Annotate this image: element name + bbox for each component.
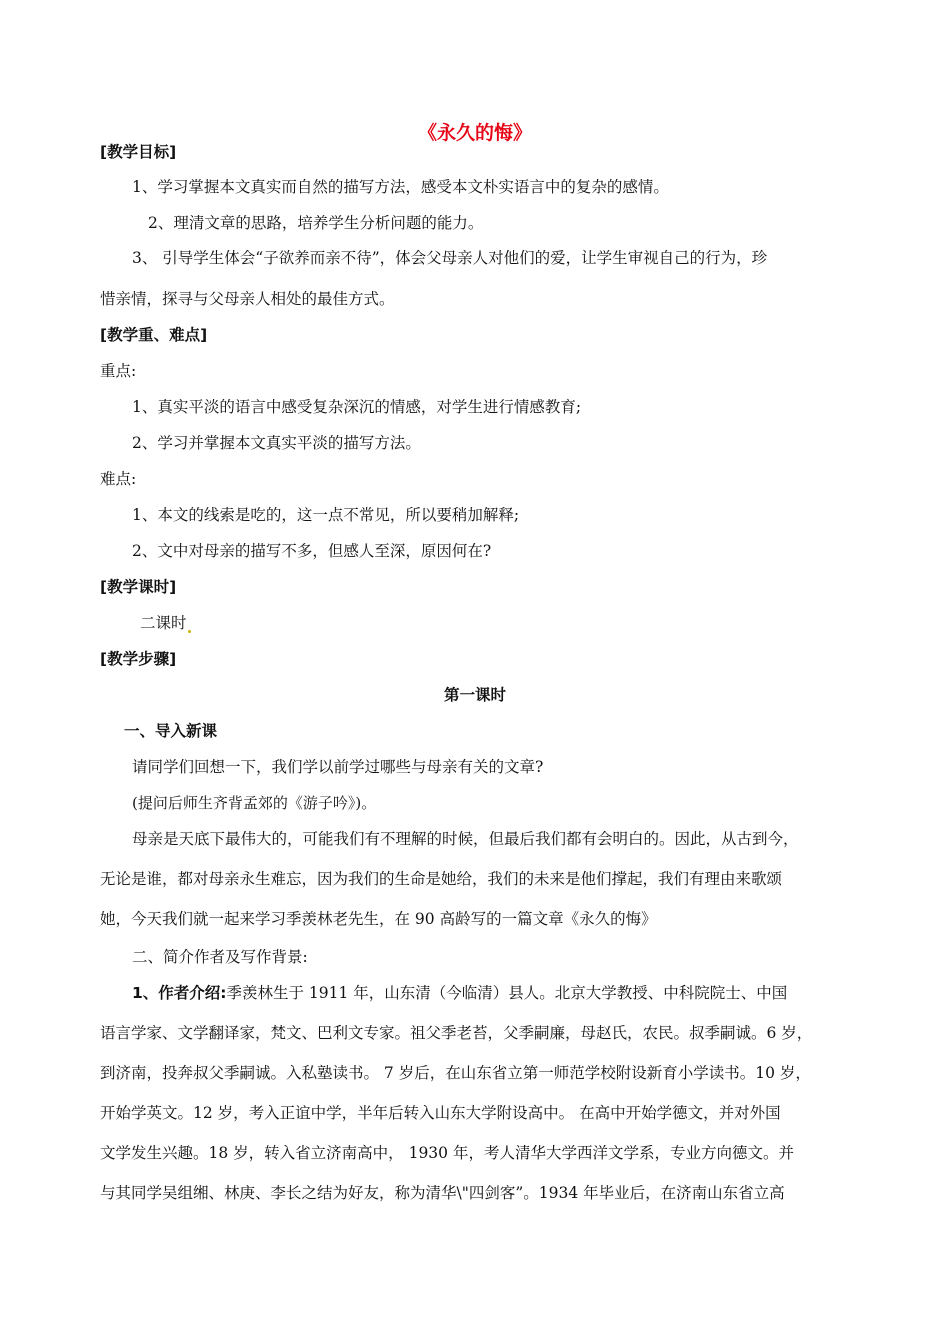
section-heading-hours: [教学课时] xyxy=(100,578,177,596)
lesson-1-heading: 第一课时 xyxy=(443,686,506,704)
intro-question: 请同学们回想一下，我们学以前学过哪些与母亲有关的文章? xyxy=(132,758,544,776)
intro-paragraph-line-2: 无论是谁，都对母亲永生难忘，因为我们的生命是她给，我们的未来是他们撑起，我们有理由来歌颂 xyxy=(100,870,783,888)
intro-paragraph-line-3: 她，今天我们就一起来学习季羡林老先生，在 90 高龄写的一篇文章《永久的悔》 xyxy=(100,910,657,928)
author-paragraph-line-6: 与其同学吴组缃、林庚、李长之结为好友，称为清华\"四剑客”。1934 年毕业后，在济南山东省立高 xyxy=(100,1184,785,1202)
hours-text: 二课时 xyxy=(140,613,191,633)
section-heading-keypoints: [教学重、难点] xyxy=(100,326,208,344)
goal-3-line-2: 惜亲情，探寻与父母亲人相处的最佳方式。 xyxy=(100,290,395,308)
author-paragraph-line-1: 1、作者介绍:季羡林生于 1911 年，山东清（今临清）县人。北京大学教授、中科院院士、中国 xyxy=(132,984,788,1002)
section-heading-goals: [教学目标] xyxy=(100,143,177,161)
difficult-label: 难点: xyxy=(100,470,137,488)
author-section-heading: 二、简介作者及写作背景: xyxy=(132,948,308,966)
author-paragraph-line-2: 语言学家、文学翻译家，梵文、巴利文专家。祖父季老苔，父季嗣廉，母赵氏，农民。叔季嗣诚。6 岁， xyxy=(100,1024,813,1042)
difficult-point-2: 2、文中对母亲的描写不多，但感人至深，原因何在? xyxy=(132,542,492,560)
author-paragraph-line-3: 到济南，投奔叔父季嗣诚。入私塾读书。 7 岁后，在山东省立第一师范学校附设新育小学读书。10 岁， xyxy=(100,1064,811,1082)
difficult-point-1: 1、本文的线索是吃的，这一点不常见，所以要稍加解释; xyxy=(132,506,520,524)
intro-note: (提问后师生齐背孟郊的《游子吟》)。 xyxy=(132,794,377,812)
key-point-1: 1、真实平淡的语言中感受复杂深沉的情感，对学生进行情感教育; xyxy=(132,398,582,416)
author-label: 1、作者介绍: xyxy=(132,984,227,1002)
goal-1: 1、学习掌握本文真实而自然的描写方法，感受本文朴实语言中的复杂的感情。 xyxy=(132,178,669,196)
goal-2: 2、理清文章的思路，培养学生分析问题的能力。 xyxy=(148,214,484,232)
intro-paragraph-line-1: 母亲是天底下最伟大的，可能我们有不理解的时候，但最后我们都有会明白的。因此，从古到今， xyxy=(132,830,799,848)
goal-3-line-1: 3、 引导学生体会“子欲养而亲不待”，体会父母亲人对他们的爱，让学生审视自己的行为，珍 xyxy=(132,249,768,267)
author-paragraph-line-4: 开始学英文。12 岁，考入正谊中学，半年后转入山东大学附设高中。 在高中开始学德文，并对外国 xyxy=(100,1104,781,1122)
section-heading-steps: [教学步骤] xyxy=(100,650,177,668)
intro-heading: 一、导入新课 xyxy=(124,722,218,740)
marker-dot xyxy=(188,630,191,633)
author-paragraph-line-5: 文学发生兴趣。18 岁，转入省立济南高中， 1930 年，考人清华大学西洋文学系，专业方向德文。并 xyxy=(100,1144,794,1162)
key-label: 重点: xyxy=(100,362,137,380)
document-title: 《永久的悔》 xyxy=(417,122,532,144)
key-point-2: 2、学习并掌握本文真实平淡的描写方法。 xyxy=(132,434,421,452)
